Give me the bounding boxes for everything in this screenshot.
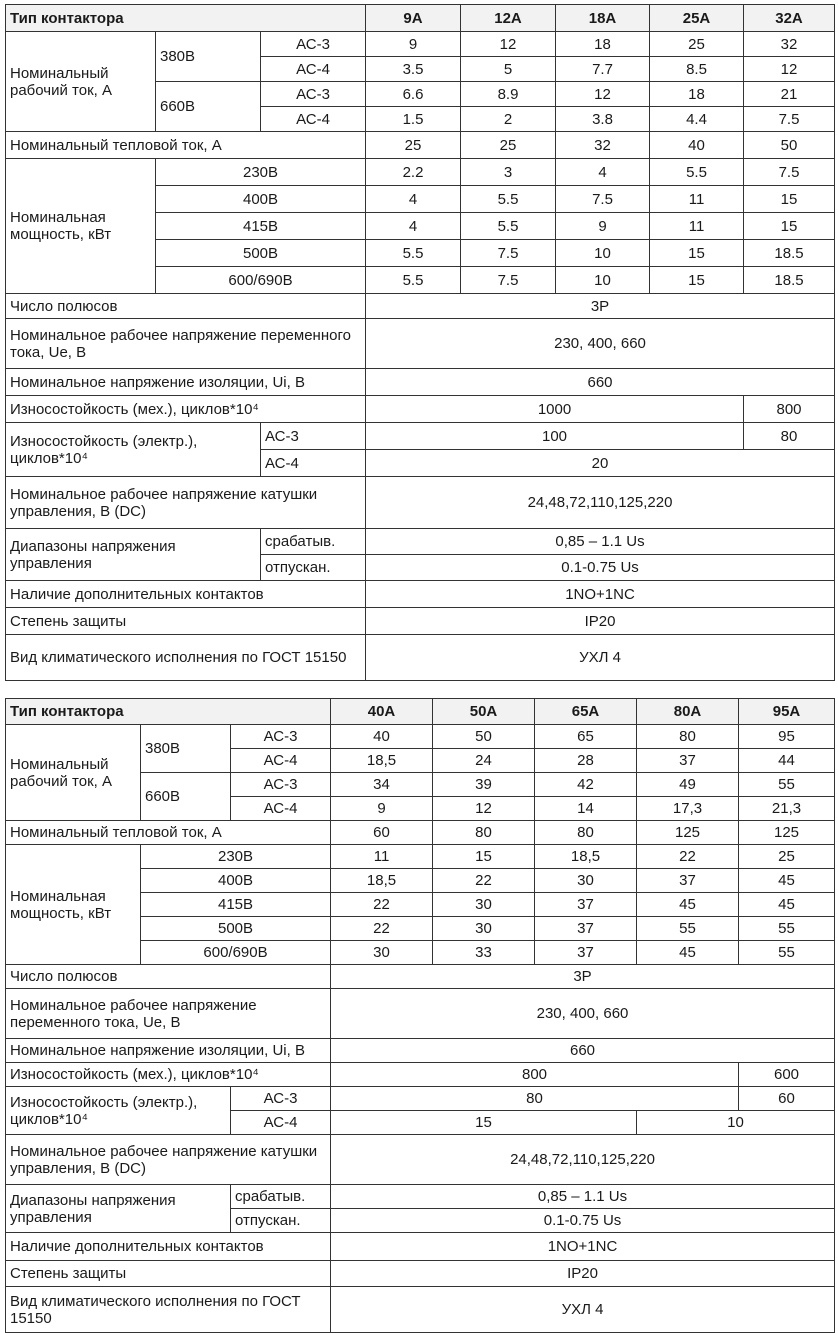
release-label: отпускан. [261,555,366,581]
table-row [6,608,835,635]
ue-value: 230, 400, 660 [331,989,835,1039]
category-label: АС-4 [231,749,331,773]
value-cell: 3 [461,159,556,186]
table-row [6,1135,835,1185]
value-cell: 45 [739,869,835,893]
category-label: АС-4 [261,450,366,477]
value-cell: 37 [637,869,739,893]
value-cell: 7.5 [744,159,835,186]
value-cell: 40 [331,725,433,749]
value-cell: 9 [366,32,461,57]
value-cell: 22 [637,845,739,869]
climate-value: УХЛ 4 [331,1287,835,1333]
table-row [6,965,835,989]
value-cell: 7.5 [461,267,556,294]
value-cell: 6.6 [366,82,461,107]
ue-label: Номинальное рабочее напряжение переменного тока, Ue, В [6,989,331,1039]
table-row [6,396,835,423]
value-cell: 30 [433,893,535,917]
value-cell: 22 [331,893,433,917]
value-cell: 37 [535,893,637,917]
ui-value: 660 [331,1039,835,1063]
header-col: 32А [744,5,835,32]
value-cell: 12 [744,57,835,82]
range-label: Диапазоны напряжения управления [6,1185,231,1233]
value-cell: 44 [739,749,835,773]
value-cell: 30 [535,869,637,893]
value-cell: 42 [535,773,637,797]
value-cell: 50 [433,725,535,749]
poles-label: Число полюсов [6,965,331,989]
value-cell: 80 [637,725,739,749]
coil-value: 24,48,72,110,125,220 [331,1135,835,1185]
value-cell: 22 [433,869,535,893]
voltage-label: 400В [141,869,331,893]
value-cell: 18,5 [331,869,433,893]
table-row [6,1261,835,1287]
value-cell: 5 [461,57,556,82]
ip-label: Степень защиты [6,608,366,635]
value-cell: 80 [433,821,535,845]
value-cell: 15 [433,845,535,869]
current-label: Номинальный рабочий ток, А [6,725,141,821]
elec-value: 20 [366,450,835,477]
elec-label: Износостойкость (электр.), циклов*10⁴ [6,1087,231,1135]
header-col: 95А [739,699,835,725]
table-row [6,821,835,845]
value-cell: 15 [744,213,835,240]
value-cell: 18.5 [744,240,835,267]
value-cell: 32 [556,132,650,159]
table-row [6,1287,835,1333]
climate-label: Вид климатического исполнения по ГОСТ 15150 [6,635,366,681]
value-cell: 4.4 [650,107,744,132]
voltage-label: 230В [141,845,331,869]
elec-value: 10 [637,1111,835,1135]
category-label: АС-3 [261,423,366,450]
value-cell: 5.5 [650,159,744,186]
mech-label: Износостойкость (мех.), циклов*10⁴ [6,1063,331,1087]
value-cell: 15 [650,267,744,294]
contactor-spec-table-40-95 [5,698,835,1333]
table-row [6,725,835,749]
value-cell: 24 [433,749,535,773]
mech-value: 800 [744,396,835,423]
header-label: Тип контактора [6,5,366,32]
category-label: АС-3 [261,32,366,57]
ue-value: 230, 400, 660 [366,319,835,369]
table-row [6,1063,835,1087]
value-cell: 5.5 [366,240,461,267]
value-cell: 80 [535,821,637,845]
voltage-label: 380В [141,725,231,773]
table-row [6,294,835,319]
value-cell: 37 [535,941,637,965]
value-cell: 8.9 [461,82,556,107]
voltage-label: 380В [156,32,261,82]
header-col: 65А [535,699,637,725]
voltage-label: 230В [156,159,366,186]
poles-label: Число полюсов [6,294,366,319]
value-cell: 18,5 [331,749,433,773]
table-row [6,32,835,57]
voltage-label: 500В [156,240,366,267]
value-cell: 10 [556,240,650,267]
header-row [6,5,835,32]
header-row [6,699,835,725]
mech-value: 600 [739,1063,835,1087]
range-label: Диапазоны напряжения управления [6,529,261,581]
value-cell: 11 [650,213,744,240]
mech-label: Износостойкость (мех.), циклов*10⁴ [6,396,366,423]
elec-value: 100 [366,423,744,450]
table-row [6,132,835,159]
table-row [6,845,835,869]
voltage-label: 660В [156,82,261,132]
pickup-label: срабатыв. [261,529,366,555]
header-col: 18А [556,5,650,32]
value-cell: 7.5 [556,186,650,213]
value-cell: 60 [331,821,433,845]
header-col: 25А [650,5,744,32]
value-cell: 22 [331,917,433,941]
value-cell: 15 [650,240,744,267]
value-cell: 125 [637,821,739,845]
category-label: АС-4 [231,797,331,821]
ip-value: IP20 [366,608,835,635]
table-row [6,369,835,396]
coil-label: Номинальное рабочее напряжение катушки управления, В (DC) [6,1135,331,1185]
value-cell: 1.5 [366,107,461,132]
ui-label: Номинальное напряжение изоляции, Ui, В [6,1039,331,1063]
ui-value: 660 [366,369,835,396]
value-cell: 25 [650,32,744,57]
table-row [6,581,835,608]
category-label: АС-3 [231,725,331,749]
value-cell: 39 [433,773,535,797]
value-cell: 55 [637,917,739,941]
value-cell: 17,3 [637,797,739,821]
value-cell: 8.5 [650,57,744,82]
table-row [6,635,835,681]
value-cell: 55 [739,917,835,941]
pickup-value: 0,85 – 1.1 Us [366,529,835,555]
elec-value: 80 [331,1087,739,1111]
table-row [6,1185,835,1209]
header-col: 50А [433,699,535,725]
value-cell: 25 [461,132,556,159]
table-row [6,989,835,1039]
value-cell: 14 [535,797,637,821]
elec-value: 80 [744,423,835,450]
value-cell: 33 [433,941,535,965]
value-cell: 12 [461,32,556,57]
table-row [6,1039,835,1063]
ui-label: Номинальное напряжение изоляции, Ui, В [6,369,366,396]
category-label: АС-3 [261,82,366,107]
aux-value: 1NO+1NC [331,1233,835,1261]
value-cell: 10 [556,267,650,294]
coil-label: Номинальное рабочее напряжение катушки управления, В (DC) [6,477,366,529]
pickup-value: 0,85 – 1.1 Us [331,1185,835,1209]
poles-value: 3Р [331,965,835,989]
power-label: Номинальная мощность, кВт [6,845,141,965]
release-label: отпускан. [231,1209,331,1233]
value-cell: 4 [366,213,461,240]
value-cell: 5.5 [461,213,556,240]
value-cell: 65 [535,725,637,749]
climate-label: Вид климатического исполнения по ГОСТ 15150 [6,1287,331,1333]
poles-value: 3Р [366,294,835,319]
value-cell: 7.7 [556,57,650,82]
voltage-label: 400В [156,186,366,213]
value-cell: 18 [556,32,650,57]
climate-value: УХЛ 4 [366,635,835,681]
voltage-label: 500В [141,917,331,941]
pickup-label: срабатыв. [231,1185,331,1209]
value-cell: 25 [366,132,461,159]
voltage-label: 415В [156,213,366,240]
value-cell: 37 [535,917,637,941]
value-cell: 7.5 [744,107,835,132]
voltage-label: 600/690В [141,941,331,965]
aux-label: Наличие дополнительных контактов [6,1233,331,1261]
value-cell: 9 [556,213,650,240]
ue-label: Номинальное рабочее напряжение переменного тока, Ue, В [6,319,366,369]
ip-label: Степень защиты [6,1261,331,1287]
value-cell: 30 [433,917,535,941]
header-col: 12А [461,5,556,32]
value-cell: 9 [331,797,433,821]
header-col: 40А [331,699,433,725]
release-value: 0.1-0.75 Us [331,1209,835,1233]
value-cell: 3.8 [556,107,650,132]
category-label: АС-3 [231,1087,331,1111]
category-label: АС-4 [231,1111,331,1135]
value-cell: 18 [650,82,744,107]
value-cell: 34 [331,773,433,797]
aux-value: 1NO+1NC [366,581,835,608]
value-cell: 45 [739,893,835,917]
current-label: Номинальный рабочий ток, А [6,32,156,132]
value-cell: 55 [739,773,835,797]
value-cell: 125 [739,821,835,845]
value-cell: 11 [331,845,433,869]
value-cell: 11 [650,186,744,213]
value-cell: 3.5 [366,57,461,82]
mech-value: 800 [331,1063,739,1087]
value-cell: 7.5 [461,240,556,267]
value-cell: 2 [461,107,556,132]
value-cell: 28 [535,749,637,773]
value-cell: 55 [739,941,835,965]
value-cell: 25 [739,845,835,869]
header-col: 9А [366,5,461,32]
voltage-label: 660В [141,773,231,821]
value-cell: 21,3 [739,797,835,821]
value-cell: 21 [744,82,835,107]
value-cell: 12 [556,82,650,107]
value-cell: 2.2 [366,159,461,186]
table-row [6,319,835,369]
ip-value: IP20 [331,1261,835,1287]
thermal-label: Номинальный тепловой ток, А [6,821,331,845]
header-col: 80А [637,699,739,725]
value-cell: 5.5 [461,186,556,213]
value-cell: 4 [556,159,650,186]
value-cell: 45 [637,941,739,965]
table-row [6,159,835,186]
elec-value: 15 [331,1111,637,1135]
voltage-label: 415В [141,893,331,917]
thermal-label: Номинальный тепловой ток, А [6,132,366,159]
value-cell: 45 [637,893,739,917]
elec-value: 60 [739,1087,835,1111]
value-cell: 12 [433,797,535,821]
value-cell: 18,5 [535,845,637,869]
value-cell: 30 [331,941,433,965]
value-cell: 18.5 [744,267,835,294]
contactor-spec-table-9-32 [5,4,835,681]
voltage-label: 600/690В [156,267,366,294]
mech-value: 1000 [366,396,744,423]
table-row [6,423,835,450]
header-label: Тип контактора [6,699,331,725]
table-row [6,1233,835,1261]
table-row [6,1087,835,1111]
value-cell: 40 [650,132,744,159]
value-cell: 32 [744,32,835,57]
value-cell: 4 [366,186,461,213]
value-cell: 49 [637,773,739,797]
value-cell: 5.5 [366,267,461,294]
category-label: АС-3 [231,773,331,797]
release-value: 0.1-0.75 Us [366,555,835,581]
coil-value: 24,48,72,110,125,220 [366,477,835,529]
value-cell: 95 [739,725,835,749]
category-label: АС-4 [261,107,366,132]
table-row [6,477,835,529]
category-label: АС-4 [261,57,366,82]
value-cell: 37 [637,749,739,773]
table-row [6,529,835,555]
power-label: Номинальная мощность, кВт [6,159,156,294]
value-cell: 15 [744,186,835,213]
elec-label: Износостойкость (электр.), циклов*10⁴ [6,423,261,477]
aux-label: Наличие дополнительных контактов [6,581,366,608]
value-cell: 50 [744,132,835,159]
